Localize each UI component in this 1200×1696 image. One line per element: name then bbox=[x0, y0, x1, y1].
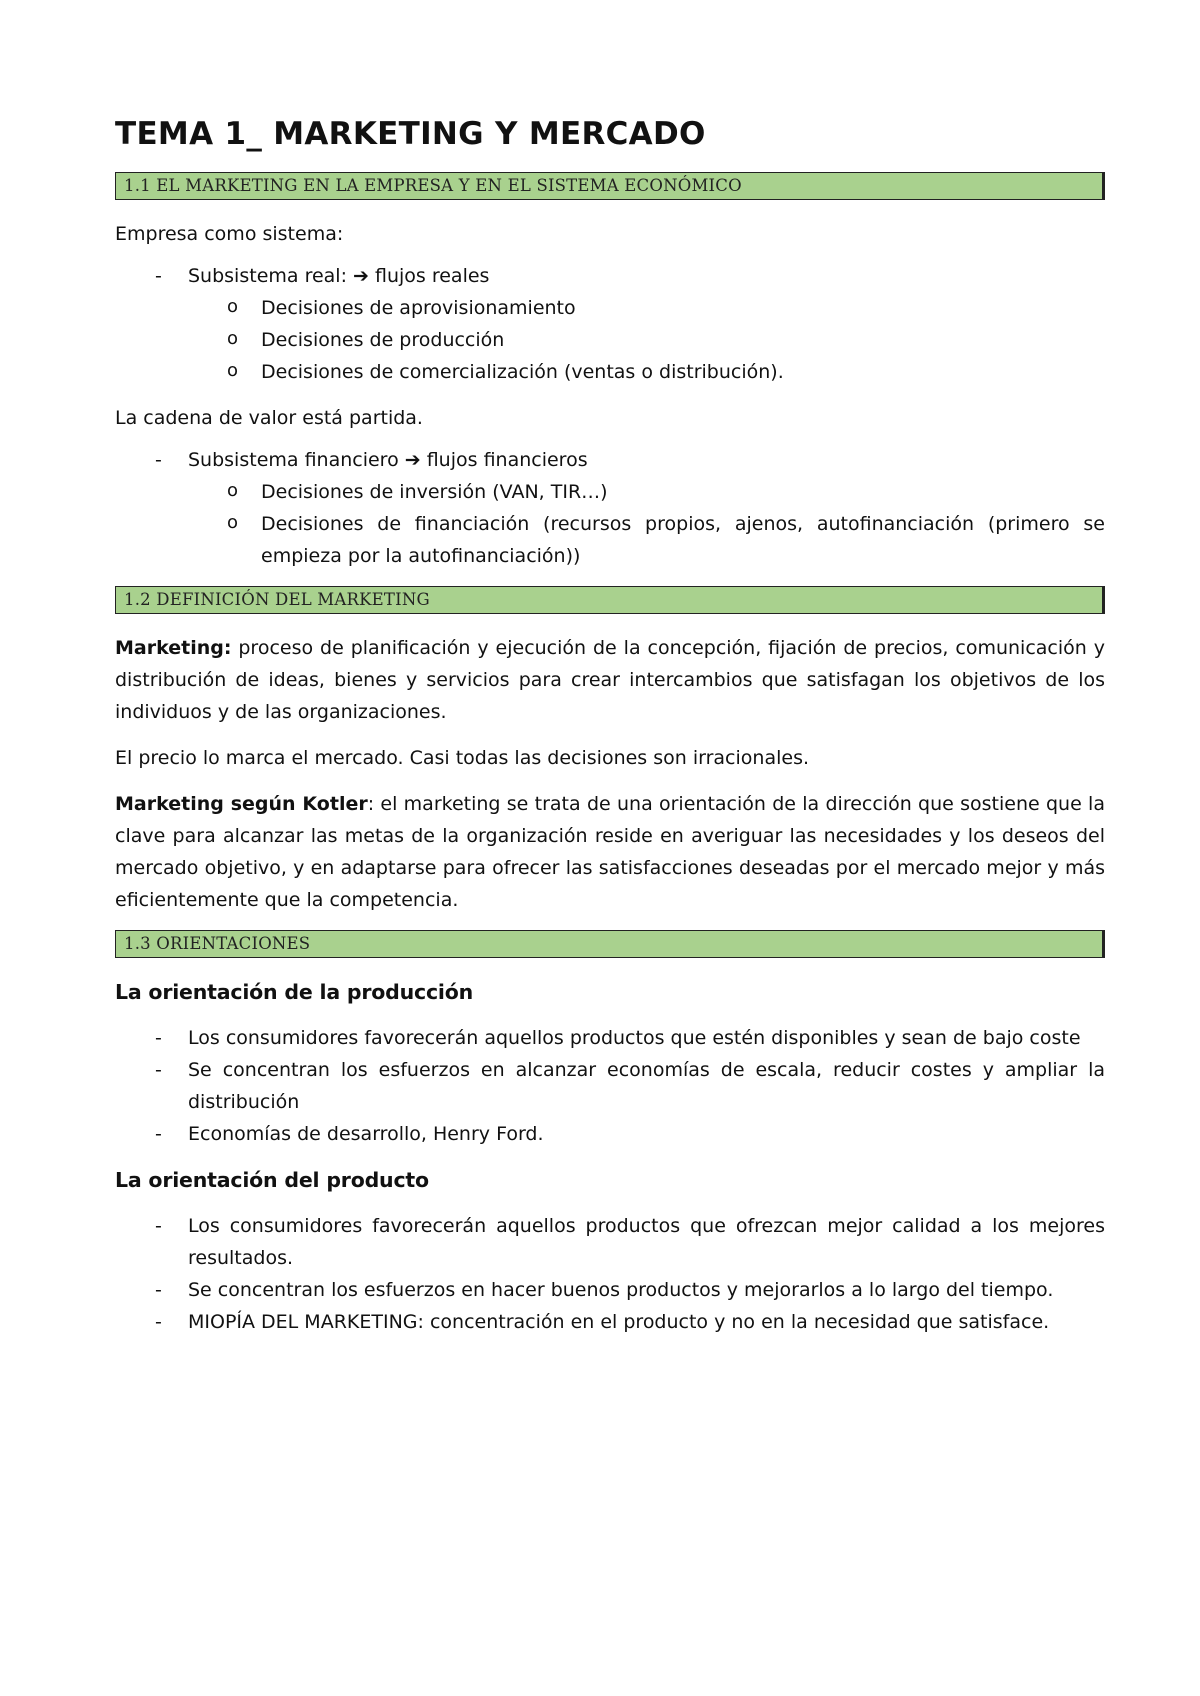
circle-marker: o bbox=[227, 296, 239, 317]
paragraph-precio: El precio lo marca el mercado. Casi todas las decisiones son irracionales. bbox=[115, 747, 810, 769]
section-header-1-1: 1.1 EL MARKETING EN LA EMPRESA Y EN EL SISTEMA ECONÓMICO bbox=[115, 172, 1105, 200]
kotler-text: : el marketing se trata de una orientación de la dirección que sostiene que la clave para alcanzar las metas de la organización reside en averiguar las necesidades y los deseos del mercado objetivo, y en adaptarse para ofrecer las satisfacciones deseadas por el mercado mejor y más eficientemente que la competencia. bbox=[115, 793, 1105, 911]
dash-marker: - bbox=[155, 1215, 162, 1237]
paragraph-definicion-marketing bbox=[115, 632, 1105, 728]
dash-marker: - bbox=[155, 1027, 162, 1049]
sublist-item-text: Decisiones de producción bbox=[261, 329, 505, 351]
list-item-text: Los consumidores favorecerán aquellos productos que estén disponibles y sean de bajo coste bbox=[188, 1027, 1081, 1049]
list-item-text: Subsistema real: bbox=[188, 265, 354, 287]
circle-marker: o bbox=[227, 360, 239, 381]
term-kotler: Marketing según Kotler bbox=[115, 793, 368, 815]
list-item-text: Se concentran los esfuerzos en alcanzar economías de escala, reducir costes y ampliar la distribución bbox=[188, 1059, 1105, 1113]
dash-marker: - bbox=[155, 1311, 162, 1333]
sublist-item bbox=[115, 508, 1105, 572]
list-item bbox=[115, 1054, 1105, 1118]
list-item-text: Se concentran los esfuerzos en hacer buenos productos y mejorarlos a lo largo del tiempo. bbox=[188, 1279, 1054, 1301]
list-item-text: flujos reales bbox=[368, 265, 490, 287]
dash-marker: - bbox=[155, 1123, 162, 1145]
list-item-text: Economías de desarrollo, Henry Ford. bbox=[188, 1123, 544, 1145]
list-item-text: Subsistema financiero bbox=[188, 449, 405, 471]
sublist-financiero bbox=[115, 476, 1105, 572]
paragraph-cadena-valor: La cadena de valor está partida. bbox=[115, 407, 423, 429]
sublist-item-text: Decisiones de comercialización (ventas o distribución). bbox=[261, 361, 784, 383]
arrow-icon: ➔ bbox=[404, 449, 421, 471]
list-item bbox=[115, 260, 1105, 388]
dash-marker: - bbox=[155, 449, 162, 471]
list-orientacion-producto bbox=[115, 1210, 1105, 1338]
sublist-item bbox=[115, 476, 1105, 508]
heading-orientacion-producto: La orientación del producto bbox=[115, 1168, 429, 1192]
list-item-text: Los consumidores favorecerán aquellos productos que ofrezcan mejor calidad a los mejores resultados. bbox=[188, 1215, 1105, 1269]
sublist-item bbox=[115, 292, 1105, 324]
term-marketing: Marketing: bbox=[115, 637, 232, 659]
list-item bbox=[115, 1210, 1105, 1274]
list-orientacion-produccion bbox=[115, 1022, 1105, 1150]
list-subsistema-real bbox=[115, 260, 1105, 388]
sublist-item bbox=[115, 356, 1105, 388]
list-item bbox=[115, 1274, 1105, 1306]
sublist-item bbox=[115, 324, 1105, 356]
list-item bbox=[115, 1306, 1105, 1338]
circle-marker: o bbox=[227, 480, 239, 501]
dash-marker: - bbox=[155, 1059, 162, 1081]
sublist-item-text: Decisiones de aprovisionamiento bbox=[261, 297, 576, 319]
circle-marker: o bbox=[227, 512, 239, 533]
document-page bbox=[115, 100, 1105, 1352]
section-header-1-3: 1.3 ORIENTACIONES bbox=[115, 930, 1105, 958]
page-title: TEMA 1_ MARKETING Y MERCADO bbox=[115, 116, 706, 152]
dash-marker: - bbox=[155, 1279, 162, 1301]
section-header-1-2: 1.2 DEFINICIÓN DEL MARKETING bbox=[115, 586, 1105, 614]
list-item bbox=[115, 1022, 1105, 1054]
sublist-item-text: Decisiones de financiación (recursos propios, ajenos, autofinanciación (primero se empieza por la autofinanciación)) bbox=[261, 513, 1105, 567]
list-item-text: flujos financieros bbox=[420, 449, 588, 471]
list-item-text: MIOPÍA DEL MARKETING: concentración en el producto y no en la necesidad que satisface. bbox=[188, 1311, 1050, 1333]
sublist-item-text: Decisiones de inversión (VAN, TIR…) bbox=[261, 481, 608, 503]
circle-marker: o bbox=[227, 328, 239, 349]
arrow-icon: ➔ bbox=[353, 265, 369, 287]
list-subsistema-financiero bbox=[115, 444, 1105, 572]
list-item bbox=[115, 1118, 1105, 1150]
paragraph-kotler bbox=[115, 788, 1105, 916]
definition-text: proceso de planificación y ejecución de la concepción, fijación de precios, comunicación y distribución de ideas, bienes y servicios para crear intercambios que satisfagan los objetivos de los individuos y de las organizaciones. bbox=[115, 637, 1105, 723]
sublist-real bbox=[115, 292, 1105, 388]
heading-orientacion-produccion: La orientación de la producción bbox=[115, 980, 474, 1004]
dash-marker: - bbox=[155, 265, 162, 287]
paragraph-empresa-sistema: Empresa como sistema: bbox=[115, 223, 344, 245]
list-item bbox=[115, 444, 1105, 572]
